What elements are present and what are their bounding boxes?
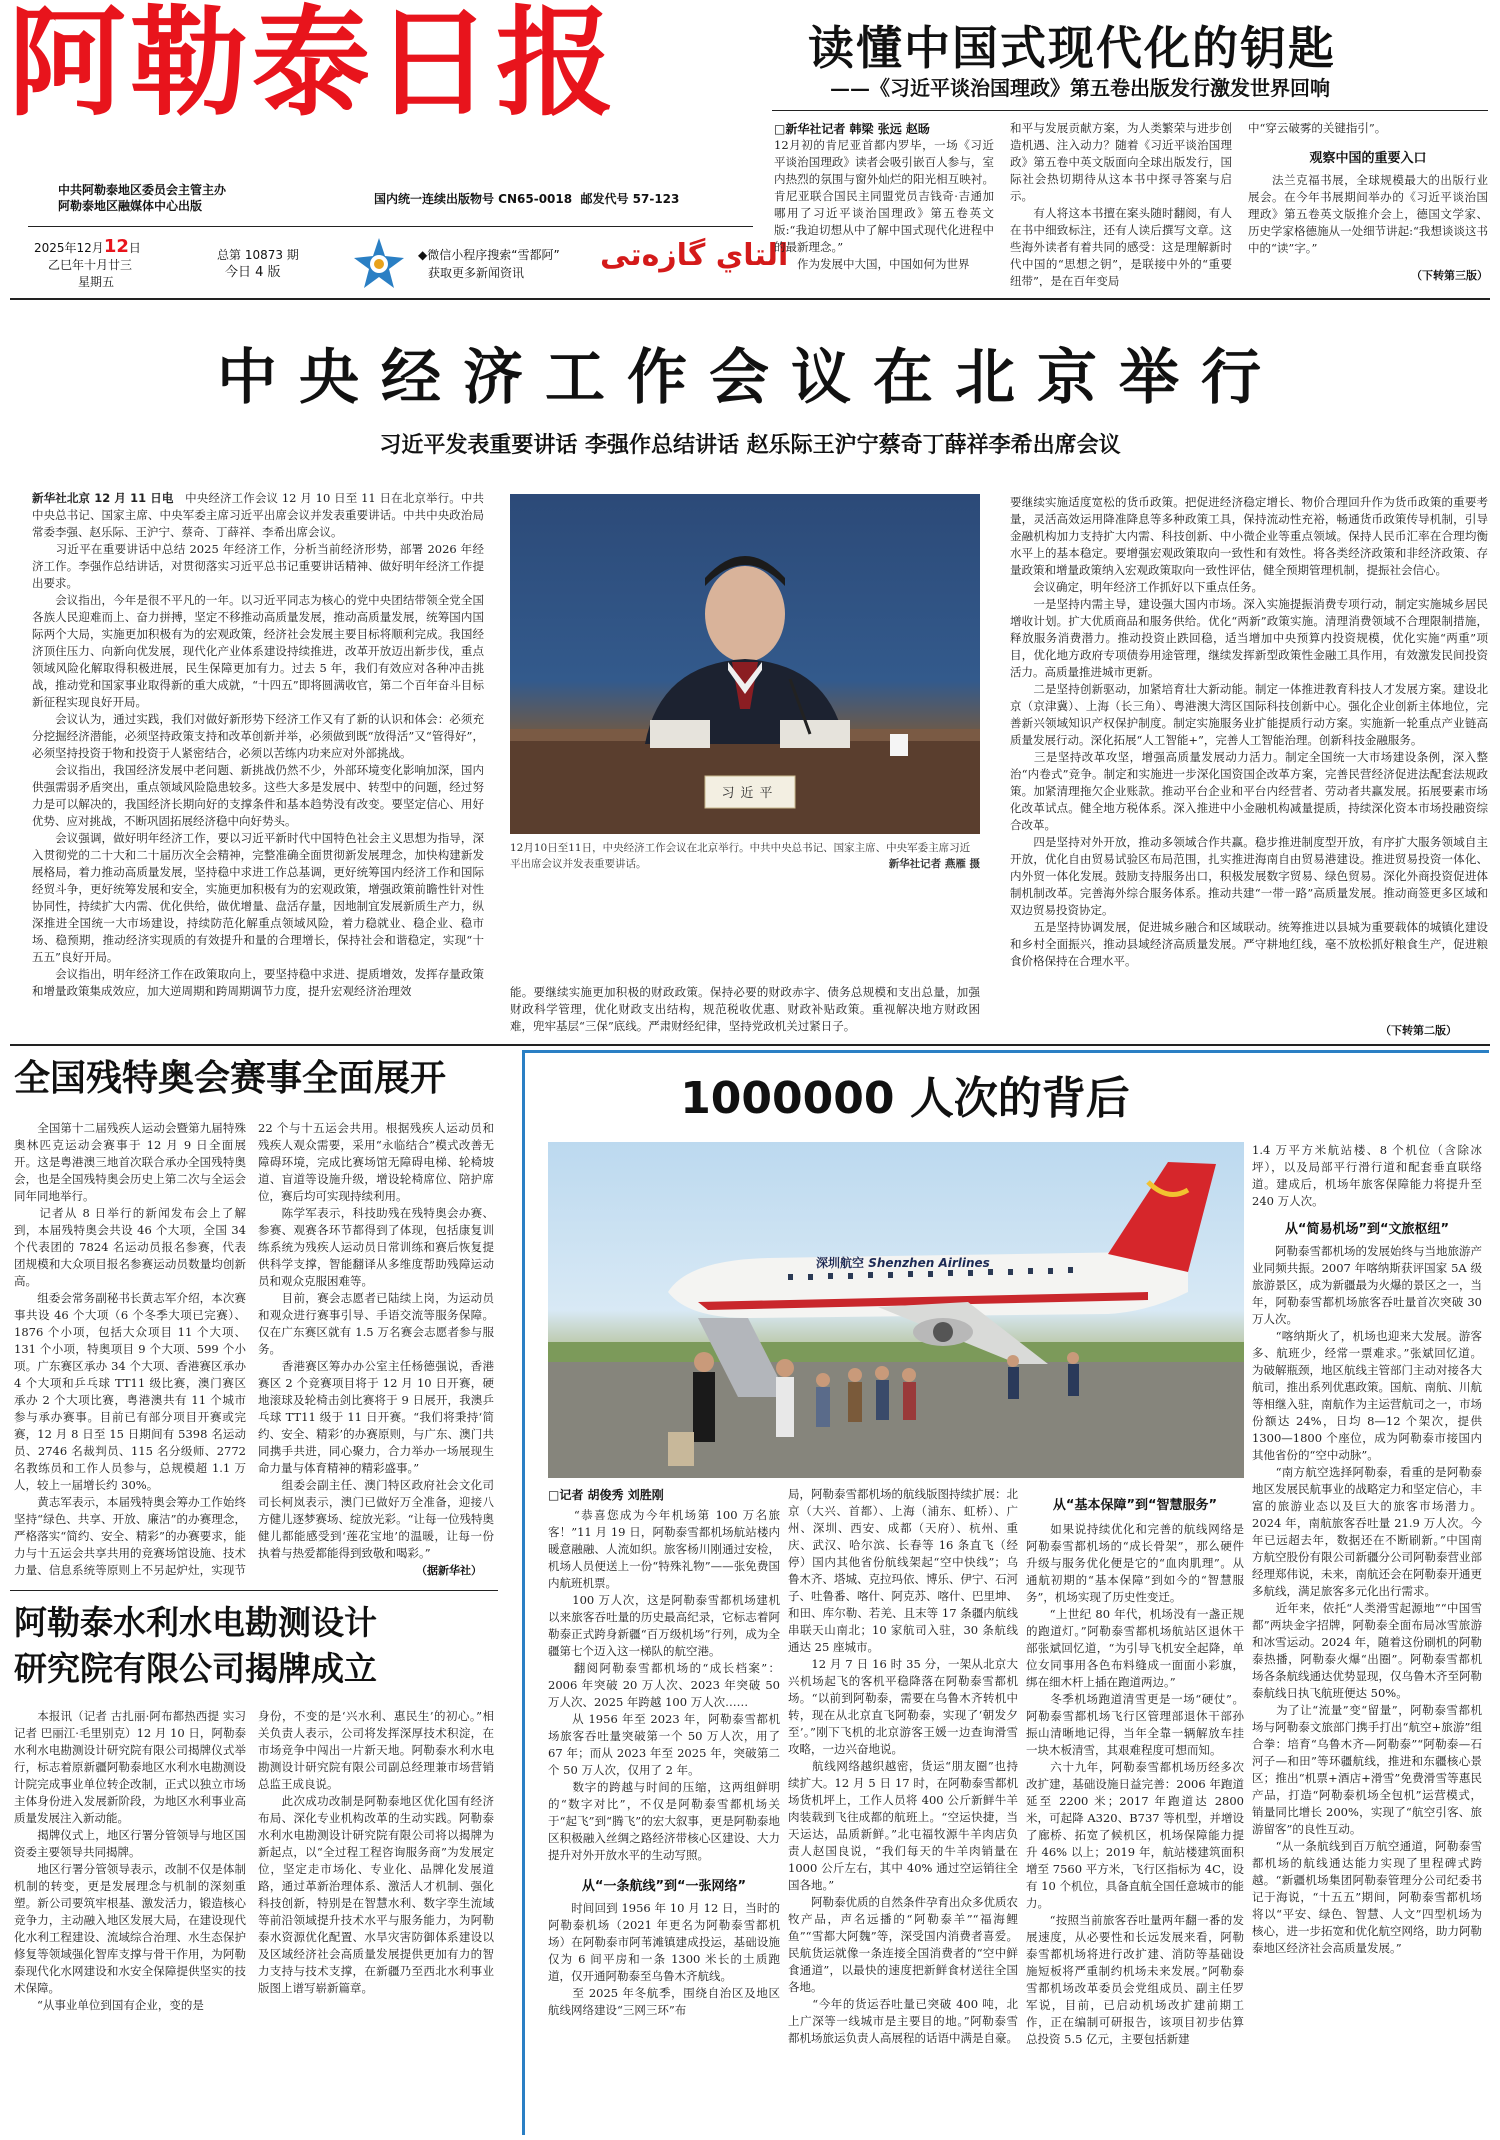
water-headline [14,1600,494,1692]
top-story-col2: 和平与发展贡献方案，为人类繁荣与进步创造机遇、注入动力？随着《习近平谈治国理政》第五卷中英文版面向全球出版发行，国际社会热切期待从这本书中探寻答案与启示。 有人将这本书擅在案头随时翻阅，有人在书中细致标注，还有人读后撰写文章。这些海外读者有着共同的感受：这是理解新时代中国的“思想之钥”，是联接中外的“重要纽带”，是在百年变局 [1010,121,1232,287]
cn-number: 国内统一连续出版物号 CN65-0018 邮发代号 57-123 [374,192,680,206]
app-logo-icon [350,236,408,290]
airport-byline: □记者 胡俊秀 刘胜刚 [548,1488,664,1502]
airport-col4-text-b: 阿勒泰雪都机场的发展始终与当地旅游产业同频共振。2007 年喀纳斯获评国家 5A 级旅游景区，成为新疆最为火爆的景区之一，当年，阿勒泰雪都机场旅客吞吐量首次突破 30 万人次。 “喀纳斯火了，机场也迎来大发展。游客多、航班少，经常一票难求。”张斌回忆道。为破解瓶颈，地区航线主管部门主动对接各大航司，推出系列优惠政策。国航、南航、川航等相继入驻，南航作为主运营航司之一，市场份额达 24%，日均 8—12 个架次，提供 1300—1800 个座位，成为阿勒泰市接国内其他省份的“空中动脉”。 “南方航空选择阿勒泰，看重的是阿勒泰地区发展民航事业的战略定力和坚定信心，丰富的旅游业态以及巨大的旅客市场潜力。2024 年，南航旅客吞吐量 21.9 万人次。今年已远超去年，数据还在不断刷新。”中国南方航空股份有限公司新疆分公司阿勒泰营业部经理郑伟说，未来，南航还会在阿勒泰开通更多航线，满足旅客多元化出行需求。 近年来，依托“人类滑雪起源地”“中国雪都”两块金字招牌，阿勒泰全面布局冰雪旅游和冰雪运动。2024 年，随着这份刷机的阿勒泰热播，阿勒泰火爆“出圈”。阿勒泰雪都机场各条航线通达优势显现，仅乌鲁木齐至阿勒泰航线日执飞航班便达 50%。 为了让“流量”变“留量”，阿勒泰雪都机场与阿勒泰文旅部门携手打出“航空+旅游”组合拳：培育“乌鲁木齐—阿勒泰”“阿勒泰—石河子—和田”等环疆航线，推进和东疆核心景区；推出“机票+酒店+滑雪”免费滑雪等惠民产品，打造“阿勒泰机场全包机”运营模式，销量同比增长 200%，实现了“航空引客、旅游留客”的良性互动。 “从一条航线到百万航空通道，阿勒泰雪都机场的航线通达能力实现了里程碑式跨越。“新疆机场集团阿勒泰管理分公司纪委书记于海说，“十五五”期间，阿勒泰雪都机场将以“平安、绿色、智慧、人文”四型机场为核心，进一步拓宽和优化航空网络，助力阿勒泰地区经济社会高质量发展。” [1252,1244,1482,1955]
water-col2: 身份，不变的是‘兴水利、惠民生’的初心。”相关负责人表示，公司将发挥深厚技术积淀，在市场竞争中闯出一片新天地。阿勒泰水利水电勘测设计研究院有限公司副总经理兼市场营销总监王成良说。 此次成功改制是阿勒泰地区优化国有经济布局、深化专业机构改革的生动实践。阿勒泰水利水电勘测设计研究院有限公司将以揭牌为新起点，以“全过程工程咨询服务商”为发展定位，坚定走市场化、专业化、品牌化发展道路，通过革新治理体系、激活人才机制、强化科技创新，特别是在智慧水利、数字孪生流域等前沿领域提升技术水平与服务能力，为阿勒泰水资源优化配置、水旱灾害防御体系建设以及区域经济社会高质量发展提供更加有力的智力支持与技术支撑，在新疆乃至西北水利事业版图上谱写崭新篇章。 [258,1709,494,1995]
airport-col1 [548,1486,780,2130]
lead-subheadline: 习近平发表重要讲话 李强作总结讲话 赵乐际王沪宁蔡奇丁薛祥李希出席会议 [379,433,1121,458]
lead-photo-credit: 新华社记者 燕雁 摄 [888,858,980,870]
airport-photo [548,1142,1244,1478]
airport-headline: 1000000 人次的背后 [680,1073,1130,1124]
kazakh-title: التاي گازەتى [600,238,789,273]
airport-col3-subhead: 从“基本保障”到“智慧服务” [1052,1498,1218,1513]
sponsor-line-2: 阿勒泰地区融媒体中心出版 [58,199,203,213]
wechat-line-2: 获取更多新闻资讯 [428,266,525,280]
top-story-col1: 12月初的肯尼亚首都内罗毕，一场《习近平谈治国理政》读者会吸引嵌百人参与，室内热烈的氛围与窗外灿烂的阳光相互映衬。肯尼亚联合国民主同盟党员吉钱奇·吉通加哪用了习近平谈治国理政》第五卷英文版:“我迫切想从中了解中国式现代化进程中的最新理念。” 作为发展中大国，中国如何为世界 [774,138,994,271]
lead-photo [510,494,980,834]
plane-livery-cn: 深圳航空 [816,1256,865,1270]
lead-col3: 要继续实施适度宽松的货币政策。把促进经济稳定增长、物价合理回升作为货币政策的重要考量，灵活高效运用降准降息等多种政策工具，保持流动性充裕，畅通货币政策传导机制，引导金融机构加力支持扩大内需、科技创新、中小微企业等重点领域。保持人民币汇率在合理均衡水平上的基本稳定。要增强宏观政策取向一致性和有效性。将各类经济政策和非经济政策、存量政策和增量政策纳入宏观政策取向一致性评估，健全预期管理机制，提振社会信心。 会议确定，明年经济工作抓好以下重点任务。 一是坚持内需主导，建设强大国内市场。深入实施提振消费专项行动，制定实施城乡居民增收计划。扩大优质商品和服务供给。优化“两新”政策实施。清理消费领域不合理限制措施，释放服务消费潜力。推动投资止跌回稳，适当增加中央预算内投资规模，优化实施“两重”项目，优化地方政府专项债券用途管理，继续发挥新型政策性金融工具作用，有效激发民间投资活力。高质量推进城市更新。 二是坚持创新驱动，加紧培育壮大新动能。制定一体推进教育科技人才发展方案。建设北京（京津冀）、上海（长三角）、粤港澳大湾区国际科技创新中心。强化企业创新主体地位，完善新兴领域知识产权保护制度。制定实施服务业扩能提质行动方案。实施新一轮重点产业链高质量发展行动。深化拓展“人工智能+”，完善人工智能治理。创新科技金融服务。 三是坚持改革攻坚，增强高质量发展动力活力。制定全国统一大市场建设条例，深入整治“内卷式”竞争。制定和实施进一步深化国资国企改革方案，完善民营经济促进法配套法规政策。加紧清理拖欠企业账款。推动平台企业和平台内经营者、劳动者共赢发展。拓展要素市场化改革试点。健全地方税体系。深入推进中小金融机构减量提质，持续深化资本市场投融资综合改革。 四是坚持对外开放，推动多领域合作共赢。稳步推进制度型开放，有序扩大服务领域自主开放，优化自由贸易试验区布局范围，扎实推进海南自由贸易港建设。推进贸易投资一体化、内外贸一体化发展。鼓励支持服务出口，积极发展数字贸易、绿色贸易。深化外商投资促进体制机制改革。完善海外综合服务体系。推动共建“一带一路”高质量发展。推动商签更多区域和双边贸易投资协定。 五是坚持协调发展，促进城乡融合和区域联动。统筹推进以县城为重要载体的城镇化建设和乡村全面振兴，推动县域经济高质量发展。严守耕地红线，毫不放松抓好粮食生产，促进粮食价格保持在合理水平。 [1010,495,1488,968]
top-story-headline: 读懂中国式现代化的钥匙 [808,21,1336,75]
issue-total: 总第 10873 期 [217,248,299,262]
airport-col1-subhead: 从“一条航线”到“一张网络” [581,1879,747,1894]
top-story-col3 [1248,120,1488,290]
pages-today: 今日 4 版 [225,265,281,280]
top-story-col3-lead: 中“穿云破雾的关键指引”。 [1248,121,1387,135]
issue-block [217,246,299,282]
airport-col4-text-a: 1.4 万平方米航站楼、8 个机位（含除冰坪），以及局部平行滑行道和配套垂直联络道。建成后，机场年旅客保障能力将提升至 240 万人次。 [1252,1143,1482,1208]
lead-photo-caption [510,840,980,872]
sponsor-line-1: 中共阿勒泰地区委员会主管主办 [58,183,227,197]
plane-livery [816,1254,990,1271]
games-col1: 全国第十二届残疾人运动会暨第九届特殊奥林匹克运动会赛事于 12 月 9 日全面展开。这是粤港澳三地首次联合承办全国残特奥会，也是全国残特奥会历史上第二次与全运会同年同地举行。 记者从 8 日举行的新闻发布会上了解到，本届残特奥会共设 46 个大项，全国 34 个代表团的 7824 名运动员报名参赛，代表团规模和大众项目报名参赛运动员数量均创新高。 组委会常务副秘书长黄志军介绍，本次赛事共设 46 个大项（6 个冬季大项已完赛）、1876 个小项，包括大众项目 11 个大项、131 个小项，特奥项目 9 个大项、599 个小项。广东赛区承办 34 个大项、香港赛区承办 4 个大项和乒乓球 TT11 级比赛，澳门赛区承办 2 个大项比赛，粤港澳共有 11 个城市参与承办赛事。目前已有部分项目开赛或完赛，12 月 8 日至 15 日期间有 5398 名运动员、2746 名裁判员、115 名分级师、2772 名教练员和工作人员参与，总规模超 1.1 万人，较上一届增长约 30%。 黄志军表示，本届残特奥会筹办工作始终坚持“绿色、共享、开放、廉洁”的办赛理念，严格落实“简约、安全、精彩”的办赛要求，能力与十五运会共享共用的竞赛场馆设施、技术力量、信息系统等原则上不另起炉灶，实现节 [14,1121,246,1577]
top-story-col3-subhead: 观察中国的重要入口 [1309,151,1427,166]
masthead-title: 阿勒泰日报 [8,0,619,132]
games-headline: 全国残特奥会赛事全面展开 [14,1058,447,1099]
masthead-sponsor [58,182,226,214]
top-story-subheadline: ——《习近平谈治国理政》第五卷出版发行激发世界回响 [830,76,1330,100]
plane-livery-en: Shenzhen Airlines [868,1256,990,1270]
date-prefix: 2025年12月 [34,241,104,255]
top-story-byline: □新华社记者 韩梁 张远 赵旸 [774,122,930,136]
games-credit: （据新华社） [416,1564,482,1577]
airport-col1-text-b: 时间回到 1956 年 10 月 12 日，当时的阿勒泰机场（2021 年更名为阿勒泰雪都机场）在阿勒泰市阿苇滩镇建成投运，基础设施仅为 6 间平房和一条 1300 米长的土质跑道，仅开通阿勒泰至乌鲁木齐航线。 至 2025 年冬航季，围绕自治区及地区航线网络建设“三网三环”布 [548,1901,780,2017]
airport-col4-subhead: 从“简易机场”到“文旅枢纽” [1284,1222,1450,1237]
date-block [34,238,141,291]
top-story-col3-text: 法兰克福书展，全球规模最大的出版行业展会。在今年书展期间举办的《习近平谈治国理政》第五卷英文版推介会上，德国文学家、历史学家格德施从一处细节讲起:“我想谈谈这书中的“读”字。” [1248,173,1488,255]
nameplate: 习近平 [721,786,779,801]
water-headline-1: 阿勒泰水利水电勘测设计 [14,1603,377,1642]
lead-headline: 中央经济工作会议在北京举行 [217,343,1283,413]
lead-col1 [32,490,484,1038]
lead-dateline: 新华社北京 12 月 11 日电 [32,491,174,505]
wechat-promo [418,246,560,282]
lead-col2-under-photo: 能。要继续实施更加积极的财政政策。保持必要的财政赤字、债务总规模和支出总量，加强财政科学管理，优化财政支出结构，规范税收优惠、财政补贴政策。重视解决地方财政困难，兜牢基层“三保”底线。严肃财经纪律，坚持党政机关过紧日子。 [510,985,980,1033]
weekday: 星期五 [78,275,115,289]
top-story-continued: （下转第三版） [1411,269,1488,282]
airport-col2: 局，阿勒泰雪都机场的航线版图持续扩展：北京（大兴、首都）、上海（浦东、虹桥）、广州、深圳、西安、成都（天府）、杭州、重庆、武汉、哈尔滨、长春等 16 条直飞（经停）国内其他省份航线架起“空中快线”；乌鲁木齐、塔城、克拉玛依、博乐、伊宁、石河子、吐鲁番、喀什、阿克苏、喀什、巴里坤、和田、库尔勒、若羌、且末等 17 条疆内航线串联天山南北；10 家航司入驻，30 条航线通达 25 座城市。 12 月 7 日 16 时 35 分，一架从北京大兴机场起飞的客机平稳降落在阿勒泰雪都机场。“以前到阿勒泰，需要在乌鲁木齐转机中转，现在从北京直飞阿勒泰，实现了‘朝发夕至’。”刚下飞机的北京游客王媛一边查询滑雪攻略，一边兴奋地说。 航线网络越织越密，货运“朋友圈”也持续扩大。12 月 5 日 17 时，在阿勒泰雪都机场货机坪上，工作人员将 400 公斤新鲜牛羊肉装载到飞往成都的航班上。“空运快捷，当天运达，品质新鲜。”北屯福牧源牛羊肉店负责人赵国良说，“我们每天的牛羊肉销量在 1000 公斤左右，其中 40% 通过空运销往全国各地。” 阿勒泰优质的自然条件孕育出众多优质农牧产品，声名远播的“阿勒泰羊”“福海鲤鱼”“雪都大阿魏”等，深受国内消费者喜爱。民航货运就像一条连接全国消费者的“空中鲜食通道”，以最快的速度把新鲜食材送往全国各地。 “今年的货运吞吐量已突破 400 吨，北上广深等一线城市是主要目的地。”阿勒泰雪都机场旅运负责人高展程的话语中满是自豪。 [788,1487,1018,2045]
water-headline-2: 研究院有限公司揭牌成立 [14,1649,377,1688]
date-day: 12 [103,236,129,257]
wechat-line-1: ◆微信小程序搜索“雪都阿” [418,248,560,262]
water-col1: 本报讯（记者 古扎丽·阿布都热西提 实习记者 巴丽江·毛里别克）12 月 10 日，阿勒泰水利水电勘测设计研究院有限公司揭牌仪式举行，标志着原新疆阿勒泰地区水利水电勘测设计院完成事业单位转企改制，正式以独立市场主体身份进入发展新阶段，为地区水利事业高质量发展注入新动能。 揭牌仪式上，地区行署分管领导与地区国资委主要领导共同揭牌。 地区行署分管领导表示，改制不仅是体制机制的转变，更是发展理念与机制的深刻重塑。新公司要筑牢根基、激发活力，锻造核心竞争力，主动融入地区发展大局，在建设现代化水利工程建设、流域综合治理、水生态保护修复等领域强化智库支撑与骨干作用，为阿勒泰现代化水网建设和水安全保障提供坚实的技术保障。 “从事业单位到国有企业，变的是 [14,1709,246,2012]
date-suffix: 日 [128,241,141,255]
lead-caption-text: 12月10日至11日，中央经济工作会议在北京举行。中共中央总书记、国家主席、中央军委主席习近平出席会议并发表重要讲话。 [510,842,971,870]
airport-col4 [1252,1142,1482,2130]
games-col2: 22 个与十五运会共用。根据残疾人运动员和残疾人观众需要，采用“永临结合”模式改善无障碍环境，完成比赛场馆无障碍电梯、轮椅坡道、盲道等设施升级，增设轮椅席位、陪护席位，赛后均可实现持续利用。 陈学军表示，科技助残在残特奥会办赛、参赛、观赛各环节都得到了体现，包括康复训练系统为残疾人运动员日常训练和赛后恢复提供科学支撑，智能翻译从多维度帮助残障运动员和观众克服困难等。 目前，赛会志愿者已陆续上岗，为运动员和观众进行赛事引导、手语交流等服务保障。仅在广东赛区就有 1.5 万名赛会志愿者参与服务。 香港赛区筹办办公室主任杨德强说，香港赛区 2 个竞赛项目将于 12 月 10 日开赛，硬地滚球及轮椅击剑比赛将于 9 日展开，我澳乒乓球 TT11 级于 11 日开赛。“我们将秉持‘简约、安全、精彩’的办赛原则，与广东、澳门共同携手共进，同心聚力，合力举办一场展现生命力量与体育精神的精彩盛事。” 组委会副主任、澳门特区政府社会文化司司长柯岚表示，澳门已做好万全准备，迎接八方健儿逐梦赛场、绽放光彩。“让每一位残特奥健儿都能感受到‘莲花宝地’的温暖，让每一份执着与热爱都能得到致敬和喝彩。” [258,1121,494,1560]
lead-col1-text: 中央经济工作会议 12 月 10 日至 11 日在北京举行。中共中央总书记、国家主席、中央军委主席习近平出席会议并发表重要讲话。中共中央政治局常委李强、赵乐际、王沪宁、蔡奇、丁薛祥、李希出席会议。 习近平在重要讲话中总结 2025 年经济工作，分析当前经济形势，部署 2026 年经济工作。李强作总结讲话，对贯彻落实习近平总书记重要讲话精神、做好明年经济工作提出要求。 会议指出，今年是很不平凡的一年。以习近平同志为核心的党中央团结带领全党全国各族人民迎难而上、奋力拼搏，坚定不移推动高质量发展，推动高质量发展，统筹国内国际两个大局，实施更加积极有为的宏观政策，经济社会发展主要目标将顺利完成。我国经济顶住压力、向新向优发展，现代化产业体系建设持续推进，改革开放迈出新步伐，重点领域风险化解取得积极进展，民生保障更加有力。过去 5 年，我们有效应对各种冲击挑战，推动党和国家事业取得新的重大成就，“十四五”即将圆满收官，第二个百年奋斗目标新征程实现良好开局。 会议认为，通过实践，我们对做好新形势下经济工作又有了新的认识和体会：必须充分挖掘经济潜能，必须坚持政策支持和改革创新并举，必须做到既“放得活”又“管得好”，必须坚持投资于物和投资于人紧密结合，必须以苦练内功来应对外部挑战。 会议指出，我国经济发展中老问题、新挑战仍然不少，外部环境变化影响加深，国内供强需弱矛盾突出，重点领域风险隐患较多。这些大多是发展中、转型中的问题，经过努力是可以解决的，我国经济长期向好的支撑条件和基本趋势没有改变。要坚定信心、用好优势、应对挑战，不断巩固拓展经济稳中向好势头。 会议强调，做好明年经济工作，要以习近平新时代中国特色社会主义思想为指导，深入贯彻党的二十大和二十届历次全会精神，完整准确全面贯彻新发展理念，加快构建新发展格局，着力推动高质量发展，坚持稳中求进工作总基调，更好统筹国内经济工作和国际经贸斗争，更好统筹发展和安全，实施更加积极有为的宏观政策，增强政策前瞻性针对性协同性，持续扩大内需、优化供给，做优增量、盘活存量，因地制宜发展新质生产力，纵深推进全国统一大市场建设，持续防范化解重点领域风险，着力稳就业、稳企业、稳市场、稳预期，推动经济实现质的有效提升和量的合理增长，保持社会和谐稳定，实现“十五五”良好开局。 会议指出，明年经济工作在政策取向上，要坚持稳中求进、提质增效，发挥存量政策和增量政策集成效应，加大逆周期和跨周期调节力度，提升宏观经济治理效 [32,491,484,998]
lunar-date: 乙巳年十月廿三 [48,258,133,272]
airport-col1-text: “恭喜您成为今年机场第 100 万名旅客！”11 月 19 日，阿勒泰雪都机场航站楼内暖意融融、人流如织。旅客杨川刚通过安检，机场人员便送上一份“特殊礼物”——张免费国内航班机票。 100 万人次，这是阿勒泰雪都机场建机以来旅客吞吐量的历史最高纪录，它标志着阿勒泰正式跨身新疆“百万级机场”行列，成为全疆第七个迈入这一梯队的航空港。 翻阅阿勒泰雪都机场的“成长档案”：2006 年突破 20 万人次、2023 年突破 50 万人次、2025 年跨越 100 万人次…… 从 1956 年至 2023 年，阿勒泰雪都机场旅客吞吐量突破第一个 50 万人次，用了 67 年；而从 2023 年至 2025 年，突破第二个 50 万人次，仅用了 2 年。 数字的跨越与时间的压缩，这两组鲜明的“数字对比”，不仅是阿勒泰雪都机场关于“起飞”到“腾飞”的宏大叙事，更是阿勒泰地区积极融入丝绸之路经济带核心区建设、大力提升对外开放水平的生动写照。 [548,1508,780,1862]
lead-continued: （下转第二版） [1380,1024,1457,1037]
airport-col3-text: 如果说持续优化和完善的航线网络是阿勒泰雪都机场的“成长骨架”，那么硬件升级与服务优化便是它的“血肉肌理”。从通航初期的“基本保障”到如今的“智慧服务”，机场实现了历史性变迁。 “上世纪 80 年代，机场没有一盏正规的跑道灯。”阿勒泰雪都机场航站区退休干部张斌回忆道，“为引导飞机安全起降，单位女同事用各色布料缝成一面面小彩旗，绑在细木杆上插在跑道两边。” 冬季机场跑道清雪更是一场“硬仗”。阿勒泰雪都机场飞行区管理部退休干部孙振山清晰地记得，当年全靠一辆解放车挂一块木板清雪，其艰难程度可想而知。 六十九年，阿勒泰雪都机场历经多次改扩建，基础设施日益完善：2006 年跑道延至 2200 米；2017 年跑道达 2800 米，可起降 A320、B737 等机型，并增设了廊桥、拓宽了候机区，机场保障能力提升 46% 以上；2019 年，航站楼建筑面积增至 7560 平方米，飞行区指标为 4C，设有 10 个机位，具备直航全国任意城市的能力。 “按照当前旅客吞吐量两年翻一番的发展速度，从必要性和长远发展来看，阿勒泰雪都机场将进行改扩建、消防等基础设施短板将严重制约机场未来发展。”阿勒泰雪都机场改革委员会党组成员、副主任罗军说，目前，已启动机场改扩建前期工作，正在编制可研报告，该项目初步估算总投资 5.5 亿元，主要包括新建 [1026,1522,1244,2046]
airport-col3 [1026,1486,1244,2130]
